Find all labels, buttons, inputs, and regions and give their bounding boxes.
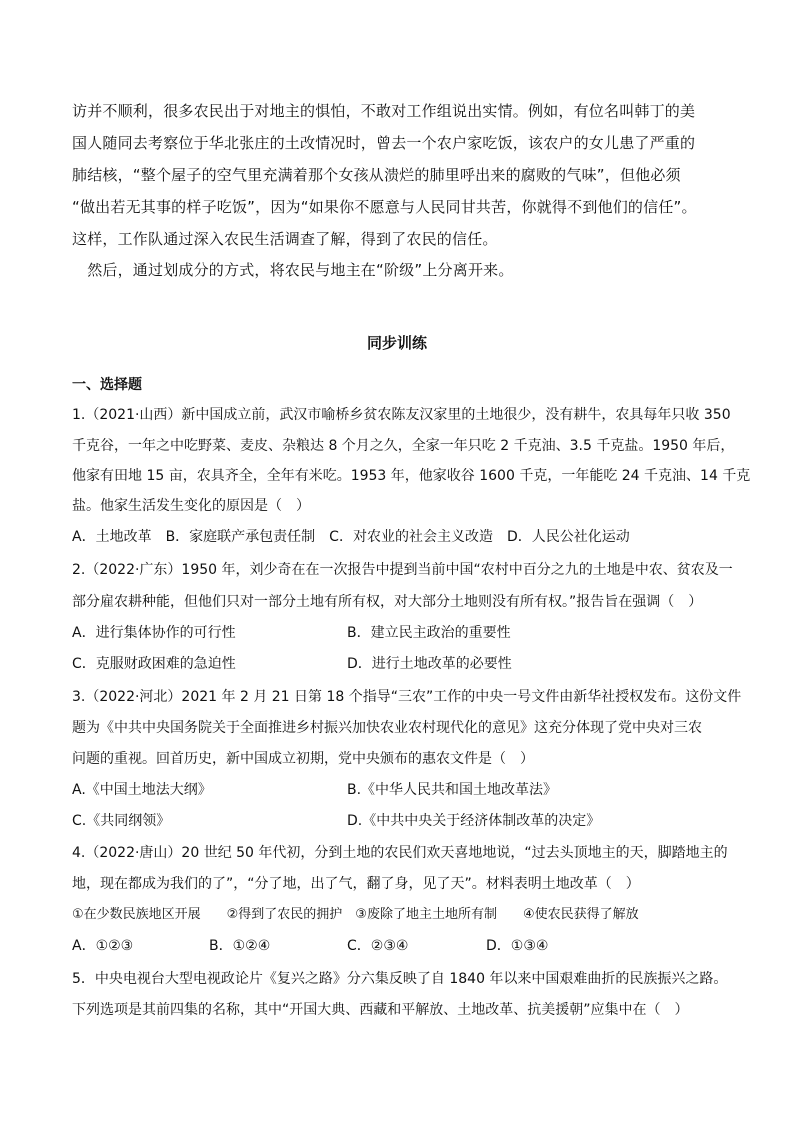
statement-list: ①在少数民族地区开展 ②得到了农民的拥护 ③废除了地主土地所有制 ④使农民获得了解放 <box>72 907 639 922</box>
option-c: C.《共同纲领》 <box>72 813 171 829</box>
intro-line: 这样，工作队通过深入农民生活调查了解，得到了农民的信任。 <box>72 230 498 248</box>
question-line: 3.（2022·河北）2021 年 2 月 21 日第 18 个指导“三农”工作的中央一号文件由新华社授权发布。这份文件 <box>72 689 742 705</box>
option-b: B．①②④ <box>209 938 271 954</box>
option-a: A.《中国土地法大纲》 <box>72 782 212 798</box>
option-d: D.《中共中央关于经济体制改革的决定》 <box>347 813 601 829</box>
question-line: 4.（2022·唐山）20 世纪 50 年代初，分到土地的农民们欢天喜地地说，“过去头顶地主的天，脚踏地主的 <box>72 845 728 861</box>
option-d: D．①③④ <box>486 938 549 954</box>
option-d: D．进行土地改革的必要性 <box>347 656 512 672</box>
option-b: B.《中华人民共和国土地改革法》 <box>347 782 558 798</box>
question-line: 1.（2021·山西）新中国成立前，武汉市喻桥乡贫农陈友汉家里的土地很少，没有耕牛，农具每年只收 350 <box>72 407 731 423</box>
intro-line: 肺结核，“整个屋子的空气里充满着那个女孩从溃烂的肺里呼出来的腐败的气味”，但他必须 <box>72 166 681 184</box>
question-line: 5．中央电视台大型电视政论片《复兴之路》分六集反映了自 1840 年以来中国艰难曲折的民族振兴之路。 <box>72 971 728 987</box>
question-line: 千克谷，一年之中吃野菜、麦皮、杂粮达 8 个月之久，全家一年只吃 2 千克油、3.5 千克盐。1950 年后， <box>72 438 735 454</box>
question-line: 部分雇农耕种能，但他们只对一部分土地有所有权，对大部分土地则没有所有权。”报告旨在强调（ ） <box>72 594 703 610</box>
option-c: C．②③④ <box>347 938 409 954</box>
question-line: 他家有田地 15 亩，农具齐全，全年有米吃。1953 年，他家收谷 1600 千克，一年能吃 24 千克油、14 千克 <box>72 468 751 484</box>
question-line: 下列选项是其前四集的名称，其中“开国大典、西藏和平解放、土地改革、抗美援朝”应集中在（ ） <box>72 1002 689 1018</box>
intro-line: 访并不顺利，很多农民出于对地主的惧怕，不敢对工作组说出实情。例如，有位名叫韩丁的美 <box>72 102 696 120</box>
intro-line: 国人随同去考察位于华北张庄的土改情况时，曾去一个农户家吃饭，该农户的女儿患了严重的 <box>72 134 696 152</box>
intro-line: 然后，通过划成分的方式，将农民与地主在“阶级”上分离开来。 <box>72 261 514 279</box>
question-line: 地，现在都成为我们的了”，“分了地，出了气，翻了身，见了天”。材料表明土地改革（ ） <box>72 876 640 892</box>
option-a: A．①②③ <box>72 938 134 954</box>
intro-line: “做出若无其事的样子吃饭”，因为“如果你不愿意与人民同甘共苦，你就得不到他们的信任”。 <box>72 198 697 216</box>
section-title: 同步训练 <box>366 334 427 352</box>
answer-options: A．土地改革 B．家庭联产承包责任制 C．对农业的社会主义改造 D．人民公社化运动 <box>72 529 630 545</box>
option-b: B．建立民主政治的重要性 <box>347 625 511 641</box>
question-line: 问题的重视。回首历史，新中国成立初期，党中央颁布的惠农文件是（ ） <box>72 751 534 767</box>
option-a: A．进行集体协作的可行性 <box>72 625 236 641</box>
section-heading: 一、选择题 <box>72 377 142 393</box>
question-line: 盐。他家生活发生变化的原因是（ ） <box>72 498 310 514</box>
option-c: C．克服财政困难的急迫性 <box>72 656 236 672</box>
question-line: 2.（2022·广东）1950 年，刘少奇在在一次报告中提到当前中国“农村中百分之九的土地是中农、贫农及一 <box>72 562 733 578</box>
question-line: 题为《中共中央国务院关于全面推进乡村振兴加快农业农村现代化的意见》这充分体现了党中央对三农 <box>72 720 702 736</box>
